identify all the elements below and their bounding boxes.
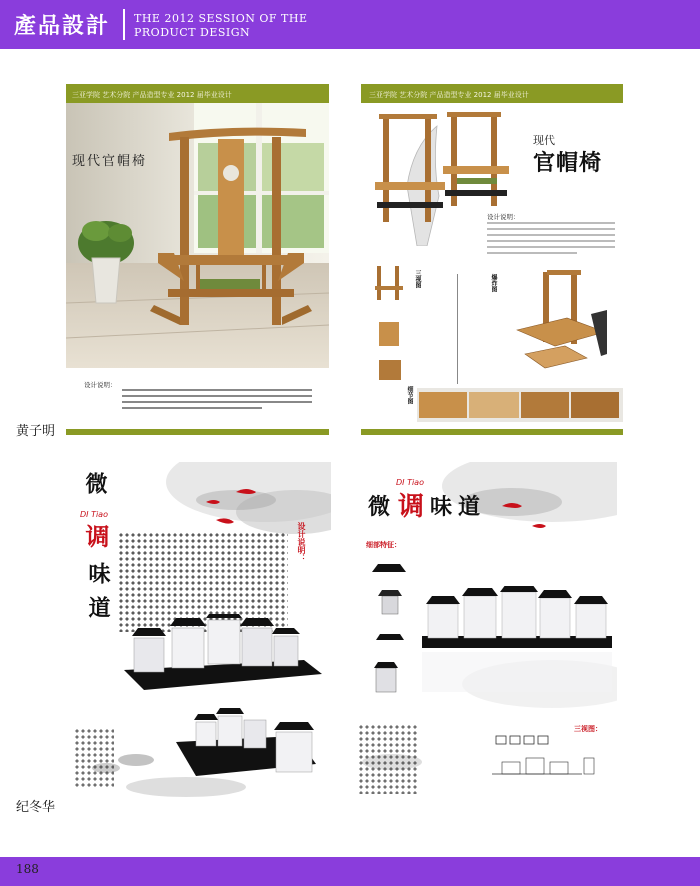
spice-detail-icons: [368, 558, 418, 728]
detail-photo: [419, 392, 467, 418]
view-label: 三视图：: [574, 725, 602, 733]
poster-product-title: 现代官帽椅: [72, 154, 148, 169]
poster-title-char: 微: [82, 472, 107, 494]
header-subtitle-line2: PRODUCT DESIGN: [134, 26, 251, 39]
detail-label: 细部特征：: [366, 541, 401, 549]
poster-product-title-big: 官帽椅: [533, 151, 603, 176]
text-line: [122, 407, 262, 409]
view-label-three: 三视图: [414, 270, 421, 288]
poster-product-title-small: 现代: [533, 134, 555, 147]
text-line: [122, 401, 312, 403]
exploded-chair: [507, 270, 617, 380]
detail-photo: [571, 392, 619, 418]
poster-title-char-red: 调: [398, 492, 425, 522]
text-line: [487, 252, 577, 254]
poster-side-label: 设计说明：: [297, 522, 306, 562]
spice-set-render-2: [176, 706, 331, 786]
poster-bottom-strip: [361, 429, 623, 435]
text-line: [122, 395, 312, 397]
poster-bottom-strip: [66, 429, 329, 435]
poster-title-char: 道: [85, 596, 110, 618]
detail-photo: [469, 392, 519, 418]
vertical-text-block: [74, 728, 114, 788]
text-line: [487, 228, 615, 230]
text-line: [487, 234, 615, 236]
spice-set-render: [124, 614, 324, 704]
poster-title-char-red: 调: [81, 524, 109, 548]
technical-drawings: [492, 734, 602, 804]
poster-pinyin: DI Tiao: [80, 510, 108, 519]
poster-strip-title: 三亚学院 艺术分院 产品造型专业 2012 届毕业设计: [369, 91, 529, 99]
poster-chair-2: [361, 84, 623, 435]
poster-title-char: 微: [368, 495, 391, 520]
poster-spice-1: [66, 462, 331, 807]
vertical-text-block: [358, 724, 418, 794]
poster-pinyin: DI Tiao: [396, 478, 424, 487]
poster-title-char: 道: [458, 495, 481, 520]
spice-set-front: [422, 586, 612, 696]
poster-chair-1: [66, 84, 329, 435]
header-subtitle-line1: THE 2012 SESSION OF THE: [134, 12, 308, 25]
poster-title-char: 味: [85, 562, 110, 584]
header-divider: [123, 9, 125, 40]
three-view-drawings: [371, 264, 411, 384]
header-title: 產品設計: [14, 14, 111, 39]
footer-band: [0, 857, 700, 886]
poster-strip-title: 三亚学院 艺术分院 产品造型专业 2012 届毕业设计: [72, 91, 232, 99]
page-number: 188: [16, 862, 39, 876]
poster-title-char: 味: [430, 495, 453, 520]
poster-desc-label: 设计说明：: [84, 381, 117, 389]
view-label-detail: 细节图: [406, 386, 413, 404]
designer-name-2: 纪冬华: [16, 800, 56, 815]
text-line: [487, 240, 615, 242]
designer-name-1: 黄子明: [16, 424, 56, 439]
divider-line: [457, 274, 458, 384]
chair-render-pair: [367, 106, 517, 246]
view-label-exploded: 爆炸图: [490, 274, 497, 292]
detail-photo: [521, 392, 569, 418]
poster-spice-2: [352, 462, 617, 807]
text-line: [122, 389, 312, 391]
text-line: [487, 222, 615, 224]
poster-desc-label: 设计说明：: [487, 213, 520, 221]
text-line: [487, 246, 615, 248]
chair-photo: [66, 103, 329, 368]
